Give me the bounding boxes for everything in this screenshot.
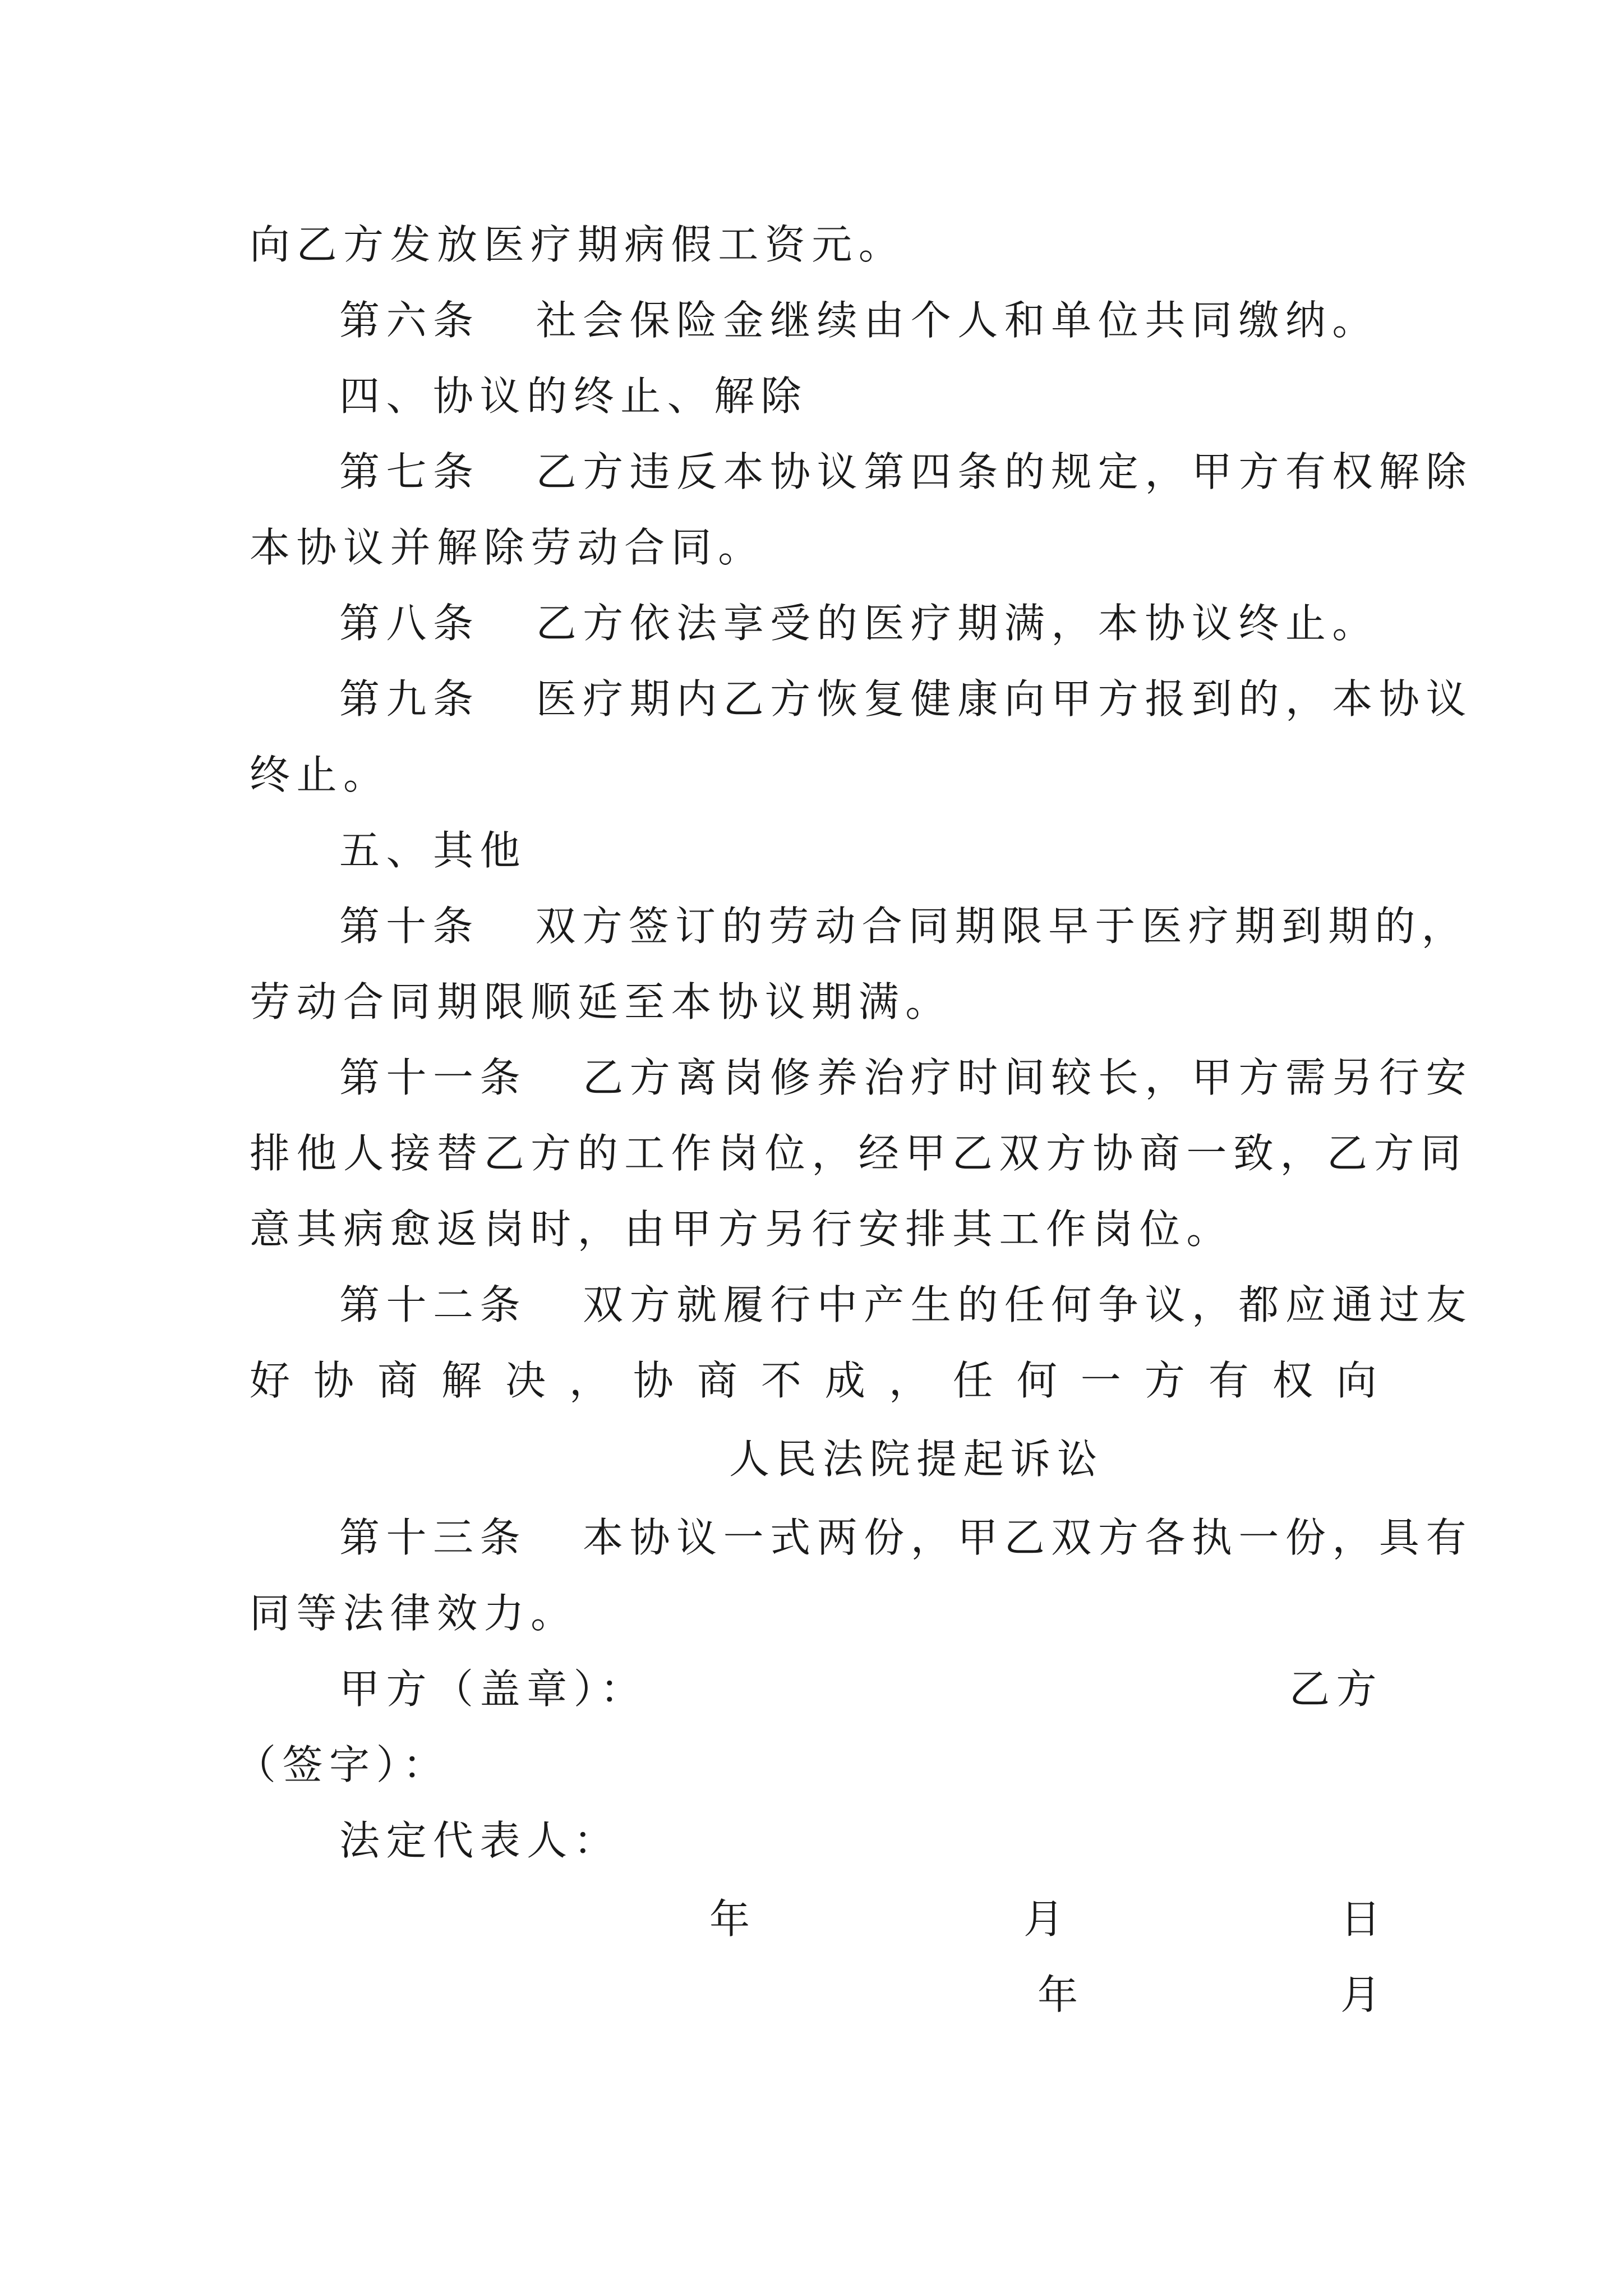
char: 解 (441, 1357, 482, 1404)
clause-number: 第六条 (339, 297, 480, 344)
clause-text: 乙方依法享受的医疗期满，本协议终止。 (536, 600, 1379, 647)
clause-number: 第十一条 (339, 1054, 527, 1101)
char: 有 (1208, 1357, 1249, 1404)
char: 商 (697, 1357, 737, 1404)
char: 成 (824, 1357, 865, 1404)
clause-text: 医疗期内乙方恢复健康向甲方报到的，本协议 (536, 675, 1473, 723)
char: 任 (952, 1357, 993, 1404)
spread-line (250, 1357, 1377, 1404)
char: 好 (250, 1357, 291, 1404)
clause-text: 本协议一式两份，甲乙双方各执一份，具有 (583, 1514, 1473, 1561)
clause-8 (339, 600, 1379, 647)
text-line: 同等法律效力。 (250, 1590, 578, 1637)
clause-text: 乙方离岗修养治疗时间较长，甲方需另行安 (583, 1054, 1473, 1101)
clause-text: 双方签订的劳动合同期限早于医疗期到期的， (535, 903, 1468, 950)
clause-7 (339, 448, 1473, 495)
char: 方 (1144, 1357, 1185, 1404)
clause-6 (339, 297, 1379, 344)
text-line: 意其病愈返岗时，由甲方另行安排其工作岗位。 (250, 1205, 1233, 1253)
date-month: 月 (1023, 1895, 1071, 1943)
date-day: 日 (1340, 1895, 1387, 1943)
text-line: 劳动合同期限顺延至本协议期满。 (250, 978, 952, 1025)
char: ， (888, 1357, 929, 1404)
clause-11 (339, 1054, 1473, 1101)
char: 协 (633, 1357, 674, 1404)
legal-representative-label: 法定代表人： (339, 1817, 621, 1864)
char: ， (569, 1357, 610, 1404)
clause-number: 第十二条 (339, 1281, 527, 1328)
signature-label: （签字）： (236, 1741, 450, 1788)
char: 协 (313, 1357, 354, 1404)
text-line: 终止。 (250, 751, 390, 798)
clause-number: 第十条 (339, 903, 479, 950)
clause-number: 第九条 (339, 675, 480, 723)
char: 一 (1080, 1357, 1121, 1404)
char: 何 (1016, 1357, 1057, 1404)
section-heading: 四、协议的终止、解除 (339, 372, 808, 420)
clause-number: 第十三条 (339, 1514, 527, 1561)
clause-9 (339, 675, 1473, 723)
text-line: 排他人接替乙方的工作岗位，经甲乙双方协商一致，乙方同 (250, 1130, 1468, 1177)
char: 向 (1336, 1357, 1377, 1404)
text-line: 向乙方发放医疗期病假工资元。 (250, 221, 906, 268)
clause-text: 乙方违反本协议第四条的规定，甲方有权解除 (536, 448, 1473, 495)
clause-13 (339, 1514, 1473, 1561)
clause-number: 第八条 (339, 600, 480, 647)
party-a-seal-label: 甲方（盖章）： (339, 1665, 647, 1713)
clause-10 (339, 903, 1468, 950)
char: 不 (760, 1357, 801, 1404)
char: 权 (1272, 1357, 1313, 1404)
date-year: 年 (709, 1895, 757, 1943)
date-year: 年 (1038, 1971, 1085, 2018)
party-b-label: 乙方 (1289, 1665, 1383, 1713)
clause-12 (339, 1281, 1473, 1328)
clause-number: 第七条 (339, 448, 480, 495)
text-line: 本协议并解除劳动合同。 (250, 524, 765, 571)
clause-text: 双方就履行中产生的任何争议，都应通过友 (583, 1281, 1473, 1328)
clause-text: 社会保险金继续由个人和单位共同缴纳。 (536, 297, 1379, 344)
char: 决 (505, 1357, 546, 1404)
date-month: 月 (1340, 1971, 1387, 2018)
char: 商 (377, 1357, 418, 1404)
section-heading: 五、其他 (339, 827, 527, 874)
text-line: 人民法院提起诉讼 (729, 1435, 1104, 1483)
